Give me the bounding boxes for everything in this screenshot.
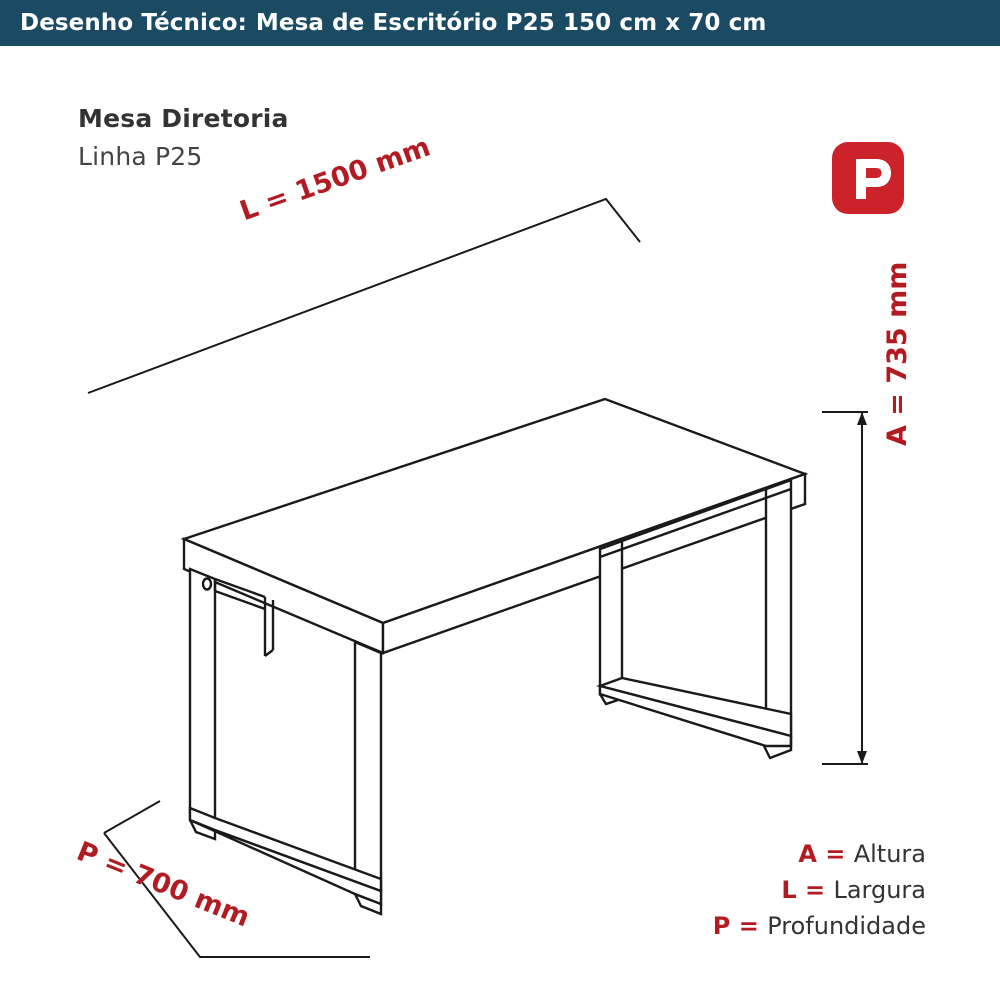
header-bar <box>0 0 1000 46</box>
legend-value-a: Altura <box>853 840 926 868</box>
dimension-label-height: A = 735 mm <box>882 261 913 446</box>
dimension-label-depth: P = 700 mm <box>72 836 254 934</box>
legend <box>713 836 926 944</box>
page-title-product: Mesa de Escritório P25 150 cm x 70 cm <box>255 10 767 36</box>
legend-row-largura <box>713 872 926 908</box>
product-line: Linha P25 <box>78 142 203 171</box>
legend-row-profundidade <box>713 908 926 944</box>
legend-value-l: Largura <box>833 876 926 904</box>
legend-sep-p: = <box>730 912 768 940</box>
product-name: Mesa Diretoria <box>78 104 289 133</box>
legend-row-altura <box>713 836 926 872</box>
legend-value-p: Profundidade <box>767 912 926 940</box>
legend-key-l: L <box>781 876 797 904</box>
legend-sep-l: = <box>796 876 834 904</box>
drawing-canvas <box>0 46 1000 1000</box>
legend-sep-a: = <box>816 840 854 868</box>
legend-key-p: P <box>712 912 731 940</box>
dimension-label-width: L = 1500 mm <box>236 131 435 228</box>
page-title-prefix: Desenho Técnico: <box>20 10 247 36</box>
page-title <box>20 10 766 36</box>
legend-key-a: A <box>798 840 817 868</box>
